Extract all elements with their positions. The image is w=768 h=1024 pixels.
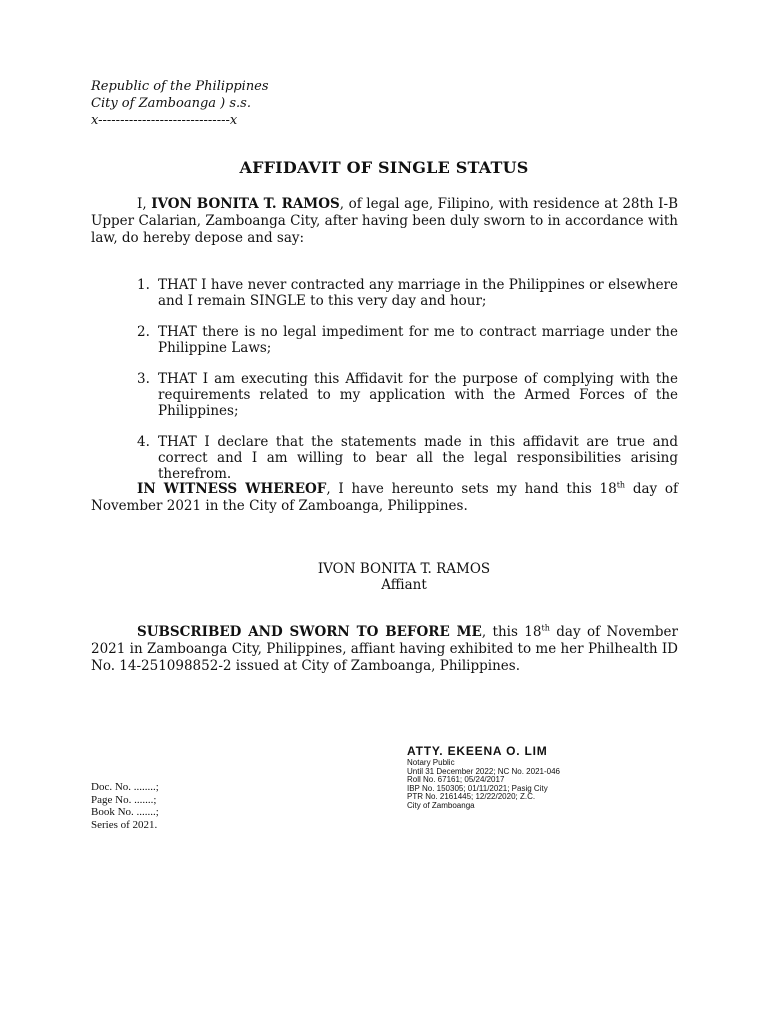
page-number: Page No. .......; (91, 793, 157, 806)
venue-block (91, 78, 269, 129)
statement-item (91, 371, 678, 419)
witness-text-start: , I have hereunto sets my hand this 18 (326, 481, 617, 497)
book-number: Book No. .......; (91, 806, 159, 819)
affiant-name: IVON BONITA T. RAMOS (317, 561, 491, 577)
notary-details (407, 759, 560, 811)
statement-number: 2. (137, 324, 150, 340)
statement-number: 3. (137, 371, 150, 387)
statement-text: THAT I have never contracted any marriage in the Philippines or elsewhere and I remain SINGLE to this very day and hour; (158, 277, 678, 309)
jurat-text-start: , this 18 (481, 624, 542, 640)
document-reference-block (91, 781, 159, 831)
statement-number: 4. (137, 434, 150, 450)
venue-country: Republic of the Philippines (91, 79, 269, 94)
witness-text-end: day of November 2021 in the City of Zamboanga, Philippines. (91, 481, 679, 514)
document-title: AFFIDAVIT OF SINGLE STATUS (239, 158, 529, 177)
notary-detail-line: City of Zamboanga (407, 800, 475, 810)
witness-ordinal: th (616, 480, 626, 490)
statements-list (91, 277, 678, 497)
jurat-ordinal: th (541, 623, 550, 633)
doc-number: Doc. No. ........; (91, 781, 159, 793)
statement-text: THAT there is no legal impediment for me to contract marriage under the Philippine Laws; (158, 324, 678, 356)
notary-detail-line: Until 31 December 2022; NC No. 2021-046 (407, 766, 560, 776)
statement-item (91, 277, 678, 309)
jurat-text-end: day of November 2021 in Zamboanga City, Philippines, affiant having exhibited to me her Philhealth ID No. 14-251098852-2 issued at City of Zamboanga, Philippines. (91, 624, 678, 674)
jurat-paragraph (91, 624, 678, 675)
affiant-name-inline: IVON BONITA T. RAMOS (151, 196, 340, 212)
witness-paragraph (91, 481, 678, 515)
statement-text: THAT I declare that the statements made in this affidavit are true and correct and I am willing to bear all the legal responsibilities arising therefrom. (158, 434, 678, 482)
notary-detail-line: Notary Public (407, 758, 455, 767)
statement-item (91, 324, 678, 356)
intro-paragraph (91, 196, 678, 247)
statement-number: 1. (137, 277, 150, 293)
affiant-label: Affiant (381, 577, 427, 593)
notary-detail-line: Roll No. 67161; 05/24/2017 (407, 775, 505, 785)
notary-name: ATTY. EKEENA O. LIM (407, 744, 548, 758)
intro-lead: I, (137, 196, 152, 212)
intro-text: , of legal age, Filipino, with residence at 28th I-B Upper Calarian, Zamboanga City, after having been duly sworn to in accordance with law, do hereby depose and say: (91, 196, 678, 246)
witness-heading: IN WITNESS WHEREOF (137, 481, 327, 497)
notary-detail-line: IBP No. 150305; 01/11/2021; Pasig City (407, 783, 548, 793)
statement-item (91, 434, 678, 482)
jurat-heading: SUBSCRIBED AND SWORN TO BEFORE ME (137, 624, 482, 640)
series-year: Series of 2021. (91, 818, 158, 831)
statement-text: THAT I am executing this Affidavit for the purpose of complying with the requirements related to my application with the Armed Forces of the Philippines; (158, 371, 678, 419)
notary-detail-line: PTR No. 2161445; 12/22/2020; Z.C. (407, 792, 536, 802)
venue-separator: x------------------------------x (91, 113, 238, 128)
venue-city: City of Zamboanga ) s.s. (91, 96, 251, 111)
